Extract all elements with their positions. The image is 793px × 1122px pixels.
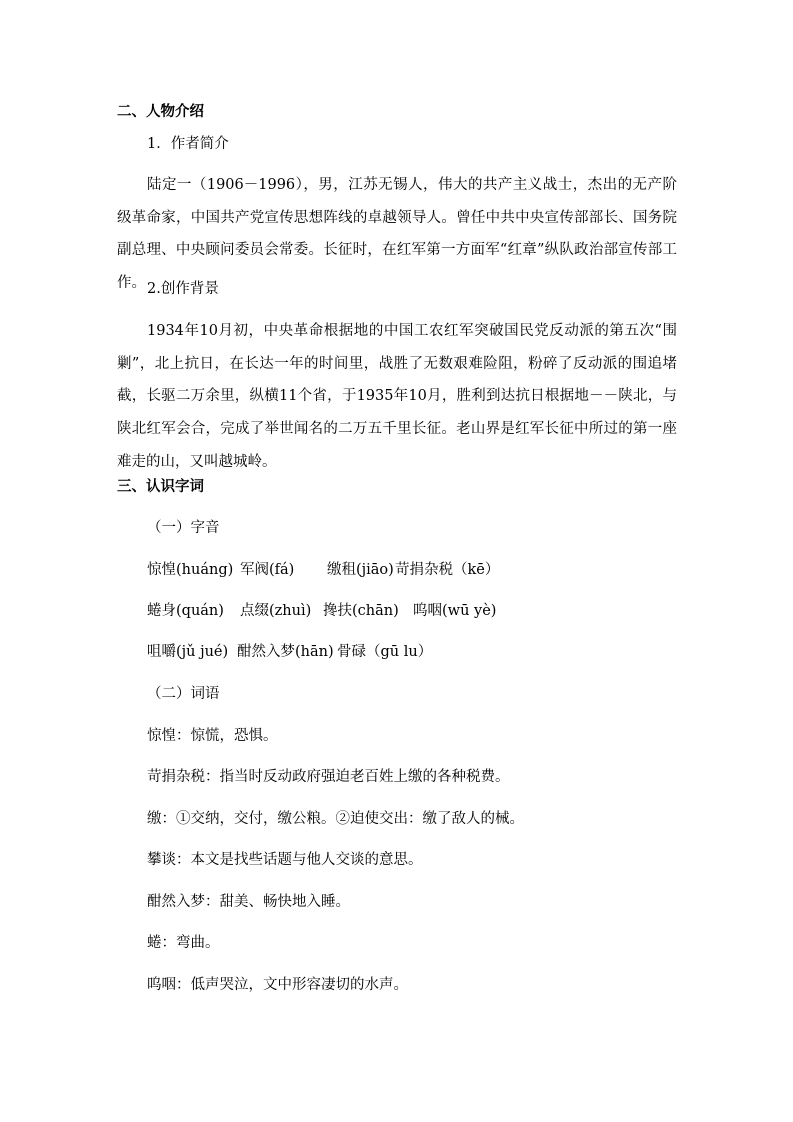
pronunciation-item: 搀扶(chān): [323, 603, 399, 619]
subheading-pronunciation: （一）字音: [147, 520, 220, 536]
pronunciation-item: 咀嚼(jǔ jué): [147, 644, 229, 660]
section-heading-character-intro: 二、人物介绍: [117, 104, 204, 120]
paragraph-author-bio: 陆定一（1906－1996），男，江苏无锡人，伟大的共产主义战士，杰出的无产阶级革命家，中国共产党宣传思想阵线的卓越领导人。曾任中共中央宣传部部长、国务院副总理、中央顾问委员会常委。长征时，在红军第一方面军“红章”纵队政治部宣传部工作。: [117, 177, 677, 292]
definition-item: 攀谈：本文是找些话题与他人交谈的意思。: [147, 852, 423, 868]
subheading-author-intro: 1．作者简介: [147, 136, 229, 152]
pronunciation-item: 点缀(zhuì): [240, 603, 312, 619]
section-heading-vocabulary: 三、认识字词: [117, 479, 204, 495]
pronunciation-item: 酣然入梦(hān): [237, 644, 334, 660]
subheading-words: （二）词语: [147, 686, 220, 702]
definition-item: 酣然入梦：甜美、畅快地入睡。: [147, 894, 350, 910]
definition-item: 苛捐杂税：指当时反动政府强迫老百姓上缴的各种税费。: [147, 769, 510, 785]
definition-item: 蜷：弯曲。: [147, 935, 220, 951]
definition-item: 惊惶：惊慌，恐惧。: [147, 728, 278, 744]
pronunciation-item: 呜咽(wū yè): [413, 603, 497, 619]
pronunciation-item: 缴租(jiāo): [327, 562, 394, 578]
definition-item: 缴：①交纳，交付，缴公粮。②迫使交出：缴了敌人的械。: [147, 811, 524, 827]
definition-item: 呜咽：低声哭泣，文中形容凄切的水声。: [147, 977, 408, 993]
pronunciation-item: 蜷身(quán): [147, 603, 224, 619]
pronunciation-item: 苛捐杂税（kē）: [395, 562, 500, 578]
paragraph-creation-background: 1934年10月初，中央革命根据地的中国工农红军突破国民党反动派的第五次“围剿”，北上抗日，在长达一年的时间里，战胜了无数艰难险阻，粉碎了反动派的围追堵截，长驱二万余里，纵横11个省，于1935年10月，胜利到达抗日根据地－－陕北，与陕北红军会合，完成了举世闻名的二万五千里长征。老山界是红军长征中所过的第一座难走的山，又叫越城岭。: [117, 323, 677, 470]
pronunciation-item: 骨碌（gū lu）: [337, 644, 433, 660]
subheading-creation-background: 2.创作背景: [147, 281, 219, 297]
pronunciation-item: 军阀(fá): [240, 562, 295, 578]
pronunciation-item: 惊惶(huáng): [147, 562, 234, 578]
